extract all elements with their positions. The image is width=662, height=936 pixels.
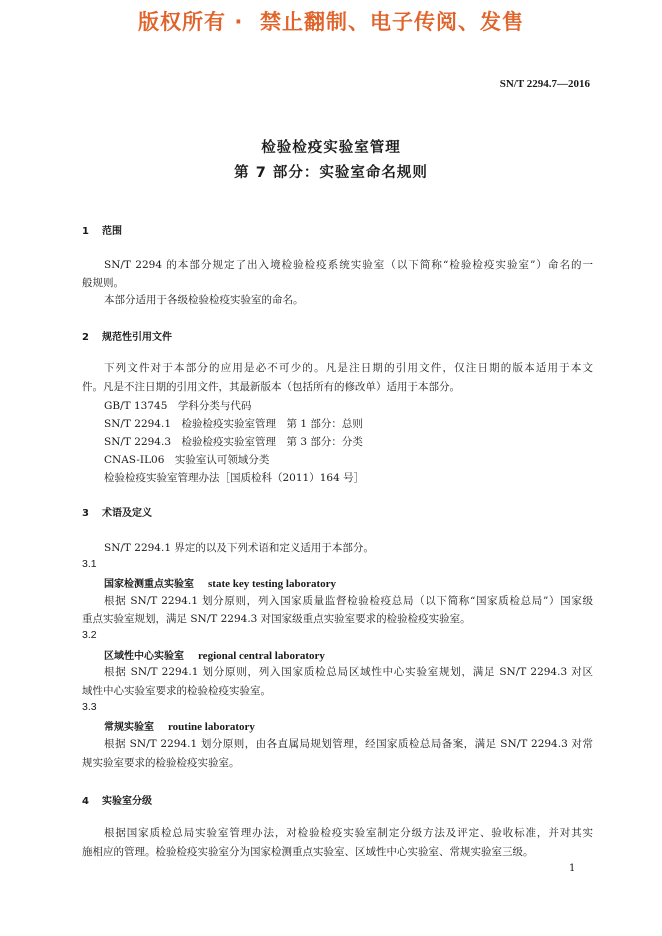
term-heading — [104, 647, 325, 662]
section-number: 3 — [82, 508, 89, 519]
section-2-heading — [82, 328, 172, 343]
term-number: 3.3 — [82, 701, 97, 713]
paragraph-line: 施相应的管理。检验检疫实验室分为国家检测重点实验室、区域性中心实验室、常规实验室三级。 — [82, 846, 534, 858]
section-1-heading — [82, 222, 122, 237]
section-number: 4 — [82, 796, 89, 807]
section-3-heading — [82, 504, 152, 519]
paragraph-line: 下列文件对于本部分的应用是必不可少的。凡是注日期的引用文件，仅注日期的版本适用于本文 — [104, 362, 593, 374]
section-number: 1 — [82, 226, 89, 237]
term-number: 3.2 — [82, 629, 97, 641]
reference-item: CNAS-IL06 实验室认可领域分类 — [104, 454, 270, 466]
paragraph-line: SN/T 2294.1 界定的以及下列术语和定义适用于本部分。 — [104, 542, 374, 554]
section-number: 2 — [82, 332, 89, 343]
paragraph-line: 根据 SN/T 2294.1 划分原则，由各直属局规划管理，经国家质检总局备案，满足 SN/T 2294.3 对常 — [104, 738, 593, 750]
section-title: 术语及定义 — [102, 508, 152, 519]
section-title: 范围 — [102, 226, 122, 237]
term-english: state key testing laboratory — [208, 578, 337, 590]
paragraph-line: SN/T 2294 的本部分规定了出入境检验检疫系统实验室（以下简称“检验检疫实验室”）命名的一 — [104, 259, 593, 271]
page-number: 1 — [569, 863, 576, 874]
term-english: regional central laboratory — [198, 650, 325, 662]
section-4-heading — [82, 792, 152, 807]
term-heading — [104, 718, 255, 733]
paragraph-line: 根据国家质检总局实验室管理办法，对检验检疫实验室制定分级方法及评定、验收标准，并对其实 — [104, 827, 593, 839]
paragraph-line: 件。凡是不注日期的引用文件，其最新版本（包括所有的修改单）适用于本部分。 — [82, 381, 460, 393]
document-title: 检验检疫实验室管理 — [261, 140, 401, 156]
section-title: 实验室分级 — [102, 796, 152, 807]
term-chinese: 区域性中心实验室 — [104, 651, 184, 662]
paragraph-line: 域性中心实验室要求的检验检疫实验室。 — [82, 685, 271, 697]
document-subtitle: 第 7 部分：实验室命名规则 — [234, 165, 428, 181]
term-english: routine laboratory — [168, 721, 255, 733]
paragraph-line: 根据 SN/T 2294.1 划分原则，列入国家质量监督检验检疫总局（以下简称“国家质检总局”）国家级 — [104, 595, 593, 607]
reference-item: 检验检疫实验室管理办法［国质检科（2011）164 号］ — [104, 472, 365, 484]
paragraph-line: 规实验室要求的检验检疫实验室。 — [82, 757, 240, 769]
term-chinese: 国家检测重点实验室 — [104, 579, 194, 590]
paragraph-line: 重点实验室规划，满足 SN/T 2294.3 对国家级重点实验室要求的检验检疫实验室。 — [82, 613, 471, 625]
term-chinese: 常规实验室 — [104, 722, 154, 733]
reference-item: SN/T 2294.1 检验检疫实验室管理 第 1 部分：总则 — [104, 418, 363, 430]
standard-number: SN/T 2294.7—2016 — [499, 78, 590, 90]
term-number: 3.1 — [82, 558, 97, 570]
reference-item: GB/T 13745 学科分类与代码 — [104, 400, 252, 412]
paragraph-line: 般规则。 — [82, 277, 124, 289]
copyright-watermark: 版权所有 · 禁止翻制、电子传阅、发售 — [138, 10, 524, 34]
term-heading — [104, 575, 336, 590]
reference-item: SN/T 2294.3 检验检疫实验室管理 第 3 部分：分类 — [104, 436, 363, 448]
paragraph-line: 根据 SN/T 2294.1 划分原则，列入国家质检总局区域性中心实验室规划，满足 SN/T 2294.3 对区 — [104, 666, 593, 678]
paragraph-line: 本部分适用于各级检验检疫实验室的命名。 — [104, 294, 304, 306]
section-title: 规范性引用文件 — [102, 332, 172, 343]
